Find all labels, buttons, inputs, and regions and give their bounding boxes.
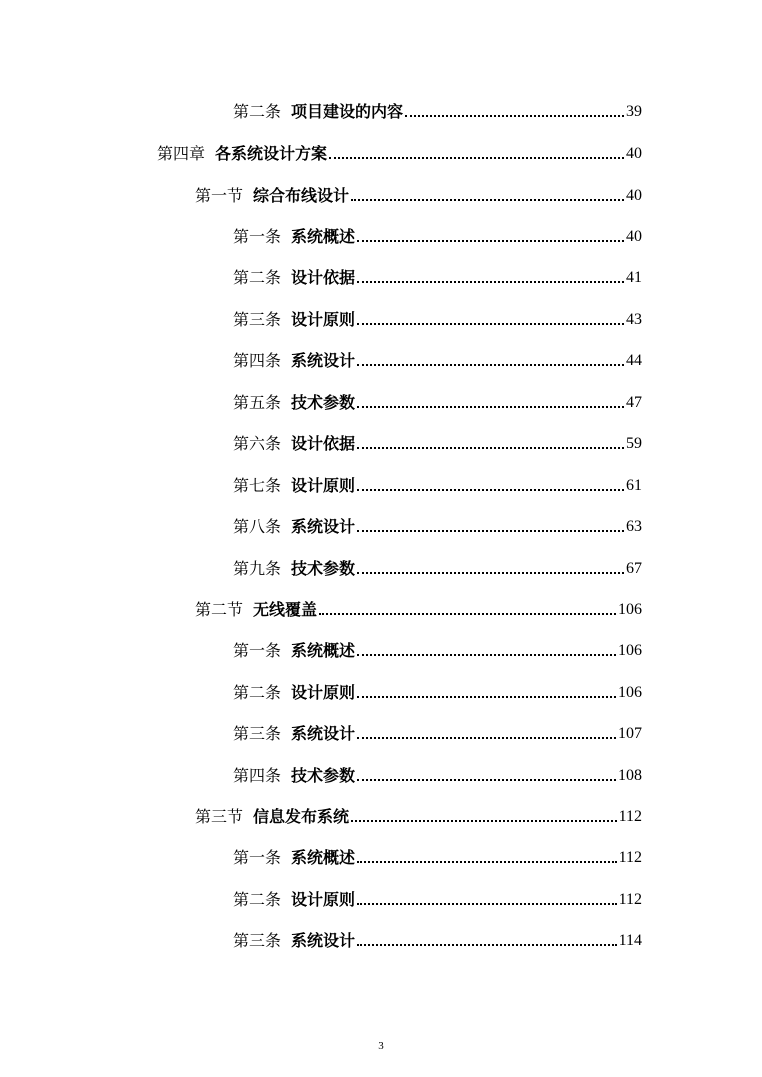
toc-entry-page: 112 (618, 808, 642, 825)
toc-entry-label: 第四章 (157, 144, 206, 163)
dot-leader (357, 779, 616, 781)
toc-entry-page: 43 (626, 311, 642, 328)
toc-entry[interactable] (233, 927, 642, 951)
dot-leader (357, 281, 624, 283)
toc-entry-title: 设计原则 (291, 310, 356, 329)
toc-entry[interactable] (233, 223, 642, 247)
toc-entry-title: 系统设计 (291, 931, 356, 950)
toc-entry-label: 第一条 (233, 641, 282, 660)
toc-entry[interactable] (233, 389, 642, 413)
toc-entry[interactable] (233, 679, 642, 703)
dot-leader (351, 820, 617, 822)
dot-leader (357, 944, 617, 946)
toc-entry-label: 第一条 (233, 848, 282, 867)
toc-entry-title: 设计依据 (291, 268, 356, 287)
toc-entry-title: 技术参数 (291, 559, 356, 578)
toc-entry-label: 第四条 (233, 766, 282, 785)
toc-entry[interactable] (233, 762, 642, 786)
toc-entry[interactable] (195, 803, 642, 827)
toc-entry-title: 各系统设计方案 (215, 144, 328, 163)
toc-entry-title: 系统概述 (291, 641, 356, 660)
toc-entry-label: 第七条 (233, 476, 282, 495)
toc-entry-title: 系统设计 (291, 517, 356, 536)
dot-leader (357, 696, 616, 698)
toc-entry[interactable] (233, 264, 642, 288)
toc-entry-title: 技术参数 (291, 766, 356, 785)
dot-leader (357, 406, 624, 408)
toc-entry-title: 设计原则 (291, 683, 356, 702)
toc-entry-label: 第二条 (233, 268, 282, 287)
toc-entry[interactable] (195, 182, 642, 206)
toc-entry-title: 系统设计 (291, 351, 356, 370)
toc-entry-title: 设计原则 (291, 890, 356, 909)
toc-entry-page: 47 (626, 394, 642, 411)
toc-entry-label: 第八条 (233, 517, 282, 536)
dot-leader (351, 199, 624, 201)
dot-leader (357, 364, 624, 366)
toc-entry[interactable] (233, 306, 642, 330)
toc-entry-label: 第三条 (233, 310, 282, 329)
toc-entry[interactable] (233, 720, 642, 744)
toc-entry-label: 第三条 (233, 724, 282, 743)
toc-entry[interactable] (233, 472, 642, 496)
dot-leader (357, 530, 624, 532)
dot-leader (329, 157, 624, 159)
toc-entry-title: 系统概述 (291, 227, 356, 246)
toc-entry-title: 项目建设的内容 (291, 102, 404, 121)
toc-entry[interactable] (157, 140, 642, 164)
toc-entry-label: 第九条 (233, 559, 282, 578)
dot-leader (357, 737, 616, 739)
toc-entry-label: 第二条 (233, 102, 282, 121)
dot-leader (405, 115, 624, 117)
toc-entry-page: 112 (618, 891, 642, 908)
toc-entry-label: 第二条 (233, 890, 282, 909)
toc-entry-title: 无线覆盖 (253, 600, 318, 619)
dot-leader (357, 240, 624, 242)
toc-entry-label: 第二条 (233, 683, 282, 702)
toc-entry-label: 第三条 (233, 931, 282, 950)
toc-entry-page: 39 (626, 103, 642, 120)
toc-entry-label: 第二节 (195, 600, 244, 619)
toc-entry-title: 信息发布系统 (253, 807, 350, 826)
toc-entry-label: 第三节 (195, 807, 244, 826)
toc-entry[interactable] (233, 430, 642, 454)
toc-entry-title: 系统概述 (291, 848, 356, 867)
toc-entry-label: 第一节 (195, 186, 244, 205)
toc-entry-page: 63 (626, 518, 642, 535)
page-number: 3 (378, 1040, 384, 1052)
toc-entry-title: 技术参数 (291, 393, 356, 412)
toc-entry-label: 第一条 (233, 227, 282, 246)
toc-entry-page: 40 (626, 187, 642, 204)
toc-entry[interactable] (233, 513, 642, 537)
toc-entry[interactable] (233, 637, 642, 661)
dot-leader (357, 861, 617, 863)
toc-entry-page: 41 (626, 269, 642, 286)
dot-leader (357, 654, 616, 656)
toc-entry-title: 综合布线设计 (253, 186, 350, 205)
dot-leader (357, 447, 624, 449)
toc-entry[interactable] (233, 347, 642, 371)
toc-entry-page: 44 (626, 352, 642, 369)
toc-entry[interactable] (233, 98, 642, 122)
toc-entry[interactable] (233, 844, 642, 868)
toc-entry-page: 112 (618, 849, 642, 866)
toc-entry-title: 设计依据 (291, 434, 356, 453)
toc-entry[interactable] (195, 596, 642, 620)
toc-entry[interactable] (233, 886, 642, 910)
toc-entry-title: 设计原则 (291, 476, 356, 495)
toc-entry-label: 第四条 (233, 351, 282, 370)
dot-leader (357, 489, 624, 491)
toc-entry[interactable] (233, 555, 642, 579)
toc-entry-page: 107 (618, 725, 642, 742)
dot-leader (357, 323, 624, 325)
toc-entry-page: 40 (626, 228, 642, 245)
dot-leader (357, 572, 624, 574)
dot-leader (357, 903, 617, 905)
toc-entry-page: 61 (626, 477, 642, 494)
toc-entry-page: 40 (626, 145, 642, 162)
toc-entry-page: 106 (618, 601, 642, 618)
toc-entry-page: 59 (626, 435, 642, 452)
toc-entry-page: 114 (618, 932, 642, 949)
toc-entry-label: 第六条 (233, 434, 282, 453)
toc-entry-label: 第五条 (233, 393, 282, 412)
toc-entry-page: 106 (618, 684, 642, 701)
toc-entry-page: 67 (626, 560, 642, 577)
toc-entry-page: 106 (618, 642, 642, 659)
toc-entry-title: 系统设计 (291, 724, 356, 743)
dot-leader (319, 613, 616, 615)
toc-entry-page: 108 (618, 767, 642, 784)
